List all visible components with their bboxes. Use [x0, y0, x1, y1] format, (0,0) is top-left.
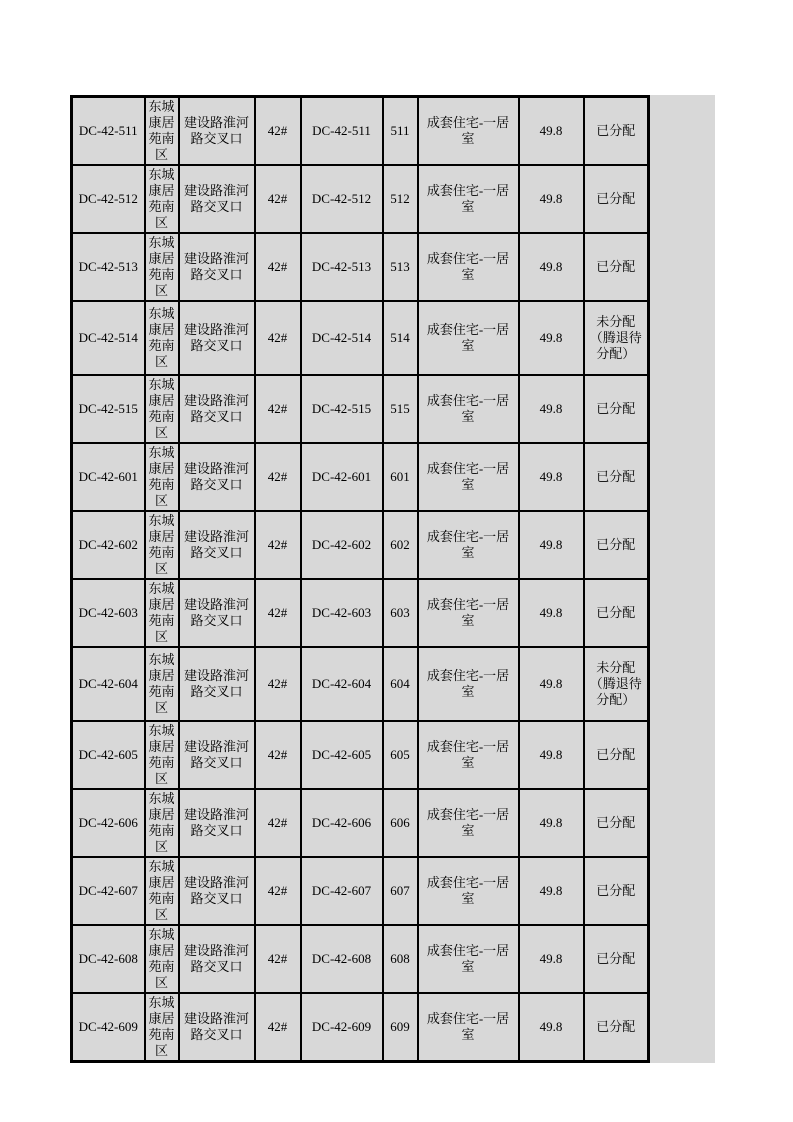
- cell-address: 建设路淮河路交叉口: [179, 443, 255, 511]
- cell-unit-code: DC-42-604: [72, 647, 145, 721]
- cell-building-number: 42#: [255, 301, 301, 375]
- cell-unit-code-repeat: DC-42-607: [301, 857, 383, 925]
- cell-allocation-status: 已分配: [584, 443, 649, 511]
- cell-address: 建设路淮河路交叉口: [179, 721, 255, 789]
- cell-address: 建设路淮河路交叉口: [179, 789, 255, 857]
- cell-room-number: 608: [383, 925, 418, 993]
- table-row: [72, 233, 649, 301]
- cell-allocation-status: 已分配: [584, 993, 649, 1062]
- cell-room-number: 513: [383, 233, 418, 301]
- cell-unit-code: DC-42-607: [72, 857, 145, 925]
- cell-area: 49.8: [519, 165, 584, 233]
- cell-address: 建设路淮河路交叉口: [179, 301, 255, 375]
- cell-room-number: 607: [383, 857, 418, 925]
- cell-community: 东城康居苑南区: [145, 301, 179, 375]
- cell-community: 东城康居苑南区: [145, 925, 179, 993]
- cell-housing-type: 成套住宅-一居室: [418, 721, 519, 789]
- cell-address: 建设路淮河路交叉口: [179, 993, 255, 1062]
- cell-community: 东城康居苑南区: [145, 443, 179, 511]
- cell-building-number: 42#: [255, 579, 301, 647]
- cell-unit-code-repeat: DC-42-515: [301, 375, 383, 443]
- cell-building-number: 42#: [255, 233, 301, 301]
- cell-area: 49.8: [519, 233, 584, 301]
- cell-community: 东城康居苑南区: [145, 375, 179, 443]
- cell-unit-code: DC-42-514: [72, 301, 145, 375]
- cell-unit-code-repeat: DC-42-512: [301, 165, 383, 233]
- cell-building-number: 42#: [255, 857, 301, 925]
- cell-unit-code-repeat: DC-42-608: [301, 925, 383, 993]
- cell-unit-code-repeat: DC-42-603: [301, 579, 383, 647]
- cell-building-number: 42#: [255, 375, 301, 443]
- cell-address: 建设路淮河路交叉口: [179, 925, 255, 993]
- cell-allocation-status: 未分配（腾退待分配）: [584, 301, 649, 375]
- table-row: [72, 97, 649, 166]
- cell-housing-type: 成套住宅-一居室: [418, 443, 519, 511]
- cell-allocation-status: 已分配: [584, 233, 649, 301]
- cell-housing-type: 成套住宅-一居室: [418, 233, 519, 301]
- cell-community: 东城康居苑南区: [145, 579, 179, 647]
- cell-housing-type: 成套住宅-一居室: [418, 165, 519, 233]
- cell-building-number: 42#: [255, 925, 301, 993]
- cell-building-number: 42#: [255, 511, 301, 579]
- table-row: [72, 789, 649, 857]
- cell-address: 建设路淮河路交叉口: [179, 233, 255, 301]
- cell-room-number: 515: [383, 375, 418, 443]
- cell-unit-code: DC-42-605: [72, 721, 145, 789]
- cell-unit-code: DC-42-603: [72, 579, 145, 647]
- cell-room-number: 606: [383, 789, 418, 857]
- cell-community: 东城康居苑南区: [145, 511, 179, 579]
- cell-building-number: 42#: [255, 789, 301, 857]
- cell-address: 建设路淮河路交叉口: [179, 857, 255, 925]
- table-row: [72, 993, 649, 1062]
- cell-area: 49.8: [519, 511, 584, 579]
- cell-unit-code-repeat: DC-42-514: [301, 301, 383, 375]
- cell-housing-type: 成套住宅-一居室: [418, 789, 519, 857]
- cell-area: 49.8: [519, 857, 584, 925]
- cell-address: 建设路淮河路交叉口: [179, 579, 255, 647]
- cell-building-number: 42#: [255, 443, 301, 511]
- cell-unit-code-repeat: DC-42-602: [301, 511, 383, 579]
- cell-building-number: 42#: [255, 165, 301, 233]
- table-row: [72, 375, 649, 443]
- cell-room-number: 601: [383, 443, 418, 511]
- cell-allocation-status: 已分配: [584, 721, 649, 789]
- cell-community: 东城康居苑南区: [145, 789, 179, 857]
- table-row: [72, 443, 649, 511]
- cell-allocation-status: 已分配: [584, 375, 649, 443]
- cell-housing-type: 成套住宅-一居室: [418, 375, 519, 443]
- cell-housing-type: 成套住宅-一居室: [418, 647, 519, 721]
- table-row: [72, 511, 649, 579]
- cell-unit-code: DC-42-513: [72, 233, 145, 301]
- table-row: [72, 647, 649, 721]
- cell-unit-code: DC-42-601: [72, 443, 145, 511]
- cell-address: 建设路淮河路交叉口: [179, 165, 255, 233]
- cell-building-number: 42#: [255, 97, 301, 166]
- cell-housing-type: 成套住宅-一居室: [418, 579, 519, 647]
- cell-area: 49.8: [519, 789, 584, 857]
- cell-housing-type: 成套住宅-一居室: [418, 925, 519, 993]
- cell-area: 49.8: [519, 579, 584, 647]
- right-gray-band: [650, 95, 715, 1063]
- cell-room-number: 609: [383, 993, 418, 1062]
- cell-unit-code-repeat: DC-42-604: [301, 647, 383, 721]
- cell-housing-type: 成套住宅-一居室: [418, 857, 519, 925]
- cell-address: 建设路淮河路交叉口: [179, 511, 255, 579]
- cell-unit-code: DC-42-511: [72, 97, 145, 166]
- cell-allocation-status: 已分配: [584, 97, 649, 166]
- cell-community: 东城康居苑南区: [145, 857, 179, 925]
- cell-area: 49.8: [519, 97, 584, 166]
- cell-housing-type: 成套住宅-一居室: [418, 993, 519, 1062]
- table-row: [72, 721, 649, 789]
- cell-area: 49.8: [519, 925, 584, 993]
- cell-unit-code: DC-42-515: [72, 375, 145, 443]
- cell-room-number: 512: [383, 165, 418, 233]
- cell-address: 建设路淮河路交叉口: [179, 647, 255, 721]
- cell-area: 49.8: [519, 443, 584, 511]
- cell-room-number: 605: [383, 721, 418, 789]
- cell-area: 49.8: [519, 375, 584, 443]
- allocation-table-body: [72, 97, 649, 1062]
- table-row: [72, 165, 649, 233]
- cell-community: 东城康居苑南区: [145, 993, 179, 1062]
- housing-allocation-table: [70, 95, 650, 1063]
- cell-allocation-status: 已分配: [584, 789, 649, 857]
- cell-room-number: 602: [383, 511, 418, 579]
- cell-allocation-status: 已分配: [584, 165, 649, 233]
- cell-area: 49.8: [519, 721, 584, 789]
- cell-building-number: 42#: [255, 721, 301, 789]
- cell-area: 49.8: [519, 647, 584, 721]
- cell-room-number: 511: [383, 97, 418, 166]
- cell-unit-code: DC-42-512: [72, 165, 145, 233]
- cell-housing-type: 成套住宅-一居室: [418, 97, 519, 166]
- cell-community: 东城康居苑南区: [145, 721, 179, 789]
- table-row: [72, 857, 649, 925]
- table-row: [72, 301, 649, 375]
- cell-unit-code-repeat: DC-42-513: [301, 233, 383, 301]
- cell-unit-code-repeat: DC-42-601: [301, 443, 383, 511]
- cell-area: 49.8: [519, 301, 584, 375]
- cell-community: 东城康居苑南区: [145, 647, 179, 721]
- cell-unit-code: DC-42-608: [72, 925, 145, 993]
- cell-room-number: 603: [383, 579, 418, 647]
- cell-housing-type: 成套住宅-一居室: [418, 511, 519, 579]
- table-row: [72, 925, 649, 993]
- cell-unit-code-repeat: DC-42-606: [301, 789, 383, 857]
- cell-allocation-status: 已分配: [584, 579, 649, 647]
- cell-community: 东城康居苑南区: [145, 233, 179, 301]
- cell-community: 东城康居苑南区: [145, 165, 179, 233]
- cell-room-number: 604: [383, 647, 418, 721]
- cell-community: 东城康居苑南区: [145, 97, 179, 166]
- cell-allocation-status: 已分配: [584, 511, 649, 579]
- cell-building-number: 42#: [255, 993, 301, 1062]
- cell-unit-code: DC-42-602: [72, 511, 145, 579]
- cell-allocation-status: 已分配: [584, 857, 649, 925]
- cell-unit-code: DC-42-606: [72, 789, 145, 857]
- cell-allocation-status: 已分配: [584, 925, 649, 993]
- cell-housing-type: 成套住宅-一居室: [418, 301, 519, 375]
- cell-allocation-status: 未分配（腾退待分配）: [584, 647, 649, 721]
- cell-address: 建设路淮河路交叉口: [179, 97, 255, 166]
- cell-unit-code: DC-42-609: [72, 993, 145, 1062]
- cell-room-number: 514: [383, 301, 418, 375]
- allocation-sheet: [70, 95, 715, 1063]
- table-row: [72, 579, 649, 647]
- cell-address: 建设路淮河路交叉口: [179, 375, 255, 443]
- cell-area: 49.8: [519, 993, 584, 1062]
- cell-building-number: 42#: [255, 647, 301, 721]
- cell-unit-code-repeat: DC-42-511: [301, 97, 383, 166]
- cell-unit-code-repeat: DC-42-609: [301, 993, 383, 1062]
- cell-unit-code-repeat: DC-42-605: [301, 721, 383, 789]
